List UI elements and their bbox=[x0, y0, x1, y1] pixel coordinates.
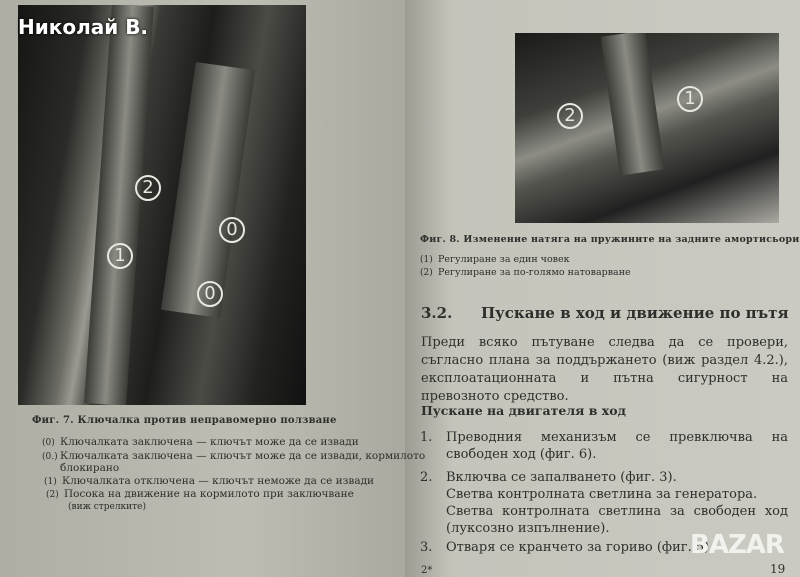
page-number: 19 bbox=[770, 562, 786, 576]
section-title: Пускане в ход и движение по пътя bbox=[481, 304, 789, 322]
legend-item bbox=[420, 266, 631, 280]
step-item bbox=[420, 469, 788, 537]
signature-mark: 2* bbox=[421, 565, 433, 576]
legend-item bbox=[420, 253, 570, 267]
figure-label: 2 bbox=[557, 103, 583, 129]
legend-item bbox=[60, 462, 119, 475]
legend-number: (2) bbox=[420, 268, 433, 278]
legend-item bbox=[42, 436, 359, 450]
step-text: Отваря се кранчето за гориво (фиг. 5). bbox=[446, 540, 714, 555]
legend-text: Регулиране за един човек bbox=[438, 254, 570, 265]
bazar-logo: BAZAR bbox=[690, 530, 784, 560]
step-text: Включва се запалването (фиг. 3). bbox=[446, 470, 677, 485]
legend-number: (0.) bbox=[42, 452, 58, 462]
figure-label: 0 bbox=[219, 217, 245, 243]
steering-lock-photo bbox=[18, 5, 306, 405]
legend-text: Ключалката заключена — ключът може да се извади bbox=[60, 436, 359, 448]
step-number: 1. bbox=[420, 430, 433, 445]
step-text: Преводния механизъм се превключва на свободен ход (фиг. 6). bbox=[446, 430, 788, 462]
step-text: Светва контролната светлина за свободен ход (луксозно изпълнение). bbox=[446, 504, 788, 536]
fork-tube bbox=[161, 62, 255, 318]
legend-item bbox=[44, 475, 374, 489]
section-number: 3.2. bbox=[421, 304, 453, 322]
rear-shock-photo bbox=[515, 33, 779, 223]
legend-number: (1) bbox=[420, 255, 433, 265]
legend-text: Регулиране за по-голямо натоварване bbox=[438, 267, 631, 278]
figure-label: 1 bbox=[677, 86, 703, 112]
step-text: Светва контролната светлина за генератора. bbox=[446, 487, 758, 502]
figure-label: 0 bbox=[197, 281, 223, 307]
figure-caption: Фиг. 8. Изменение натяга на пружините на задните амортисьори bbox=[420, 234, 800, 245]
subheading: Пускане на двигателя в ход bbox=[421, 403, 626, 418]
legend-text: Посока на движение на кормилото при заключване bbox=[64, 488, 354, 500]
legend-number: (2) bbox=[46, 490, 59, 500]
shock-absorber bbox=[600, 33, 664, 175]
legend-number: (1) bbox=[44, 477, 57, 487]
step-item bbox=[420, 429, 788, 463]
step-number: 3. bbox=[420, 540, 433, 555]
watermark: Николай В. bbox=[18, 15, 149, 39]
legend-item bbox=[68, 501, 146, 514]
figure-label: 1 bbox=[107, 243, 133, 269]
step-number: 2. bbox=[420, 470, 433, 485]
legend-number: (0) bbox=[42, 438, 55, 448]
legend-text: Ключалката отключена — ключът неможе да се извади bbox=[62, 475, 375, 487]
fork-tube bbox=[84, 5, 154, 405]
legend-item bbox=[46, 488, 354, 502]
legend-text: (виж стрелките) bbox=[68, 502, 146, 512]
intro-paragraph: Преди всяко пътуване следва да се провери, съгласно плана за поддържането (виж раздел 4.2.), експлоатационната и пътна сигурност на превозното средство. bbox=[421, 335, 788, 404]
figure-label: 2 bbox=[135, 175, 161, 201]
figure-caption: Фиг. 7. Ключалка против неправомерно ползване bbox=[32, 415, 337, 426]
legend-text: блокирано bbox=[60, 462, 120, 474]
legend-text: Ключалката заключена — ключът може да се извади, кормилото bbox=[60, 450, 426, 462]
